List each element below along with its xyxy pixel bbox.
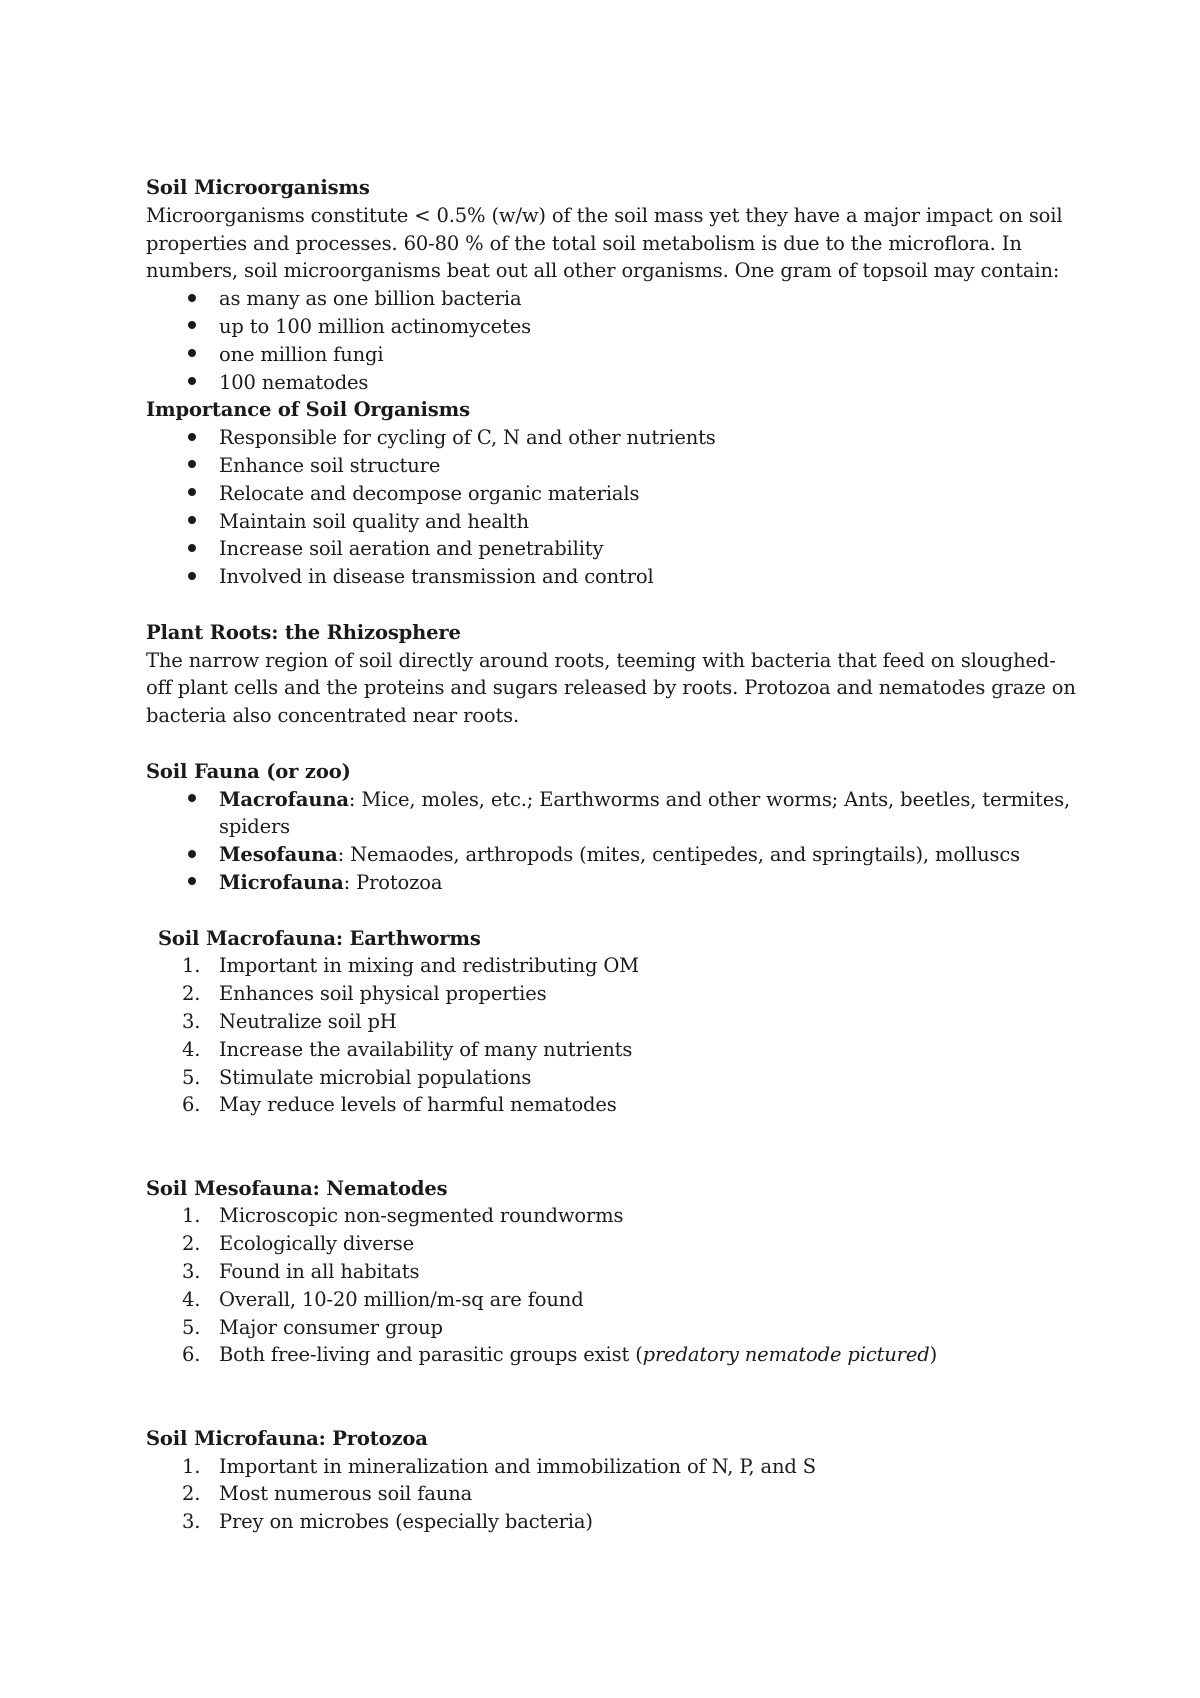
list-item: Mesofauna: Nemaodes, arthropods (mites, centipedes, and springtails), molluscs [146, 841, 1076, 869]
list-item: 2. Enhances soil physical properties [182, 982, 547, 1006]
list-item: Relocate and decompose organic materials [146, 480, 1076, 508]
paragraph-soil-microorganisms: Microorganisms constitute < 0.5% (w/w) of the soil mass yet they have a major impact on soil properties and processes. 60-80 % of the total soil metabolism is due to the microflora. In numbers, soil microorganisms beat out all other organisms. One gram of topsoil may contain: [146, 203, 1063, 283]
bullet-icon [182, 313, 202, 341]
list-item: 1. Important in mixing and redistributing OM [182, 954, 639, 978]
heading-soil-fauna: Soil Fauna (or zoo) [146, 759, 351, 783]
numbered-list-earthworms [146, 952, 1076, 1119]
numbered-list-protozoa [146, 1453, 1076, 1536]
paragraph-rhizosphere: The narrow region of soil directly around roots, teeming with bacteria that feed on sloughed-off plant cells and the proteins and sugars released by roots. Protozoa and nematodes graze on bacteria also concentrated near roots. [146, 648, 1076, 728]
spacer [146, 1369, 1076, 1425]
list-item: 2. Ecologically diverse [182, 1232, 414, 1256]
spacer [146, 730, 1076, 758]
list-item: up to 100 million actinomycetes [146, 313, 1076, 341]
list-item: 3. Prey on microbes (especially bacteria) [182, 1510, 593, 1534]
heading-soil-microorganisms: Soil Microorganisms [146, 176, 370, 199]
list-item: Increase soil aeration and penetrability [146, 535, 1076, 563]
list-item: 1. Important in mineralization and immobilization of N, P, and S [182, 1454, 816, 1478]
list-item: 4. Increase the availability of many nutrients [182, 1037, 633, 1061]
list-item: 100 nematodes [146, 369, 1076, 397]
list-item: Microfauna: Protozoa [146, 869, 1076, 897]
list-item: 4. Overall, 10-20 million/m-sq are found [182, 1287, 584, 1311]
bullet-icon [182, 424, 202, 452]
spacer [146, 897, 1076, 925]
bullet-list-topsoil-contents [146, 285, 1076, 396]
list-item: as many as one billion bacteria [146, 285, 1076, 313]
italic-note: predatory nematode pictured [642, 1343, 930, 1367]
spacer [146, 1119, 1076, 1175]
term-macrofauna: Macrofauna [219, 787, 349, 811]
bullet-list-importance [146, 424, 1076, 591]
list-item: Macrofauna: Mice, moles, etc.; Earthworms and other worms; Ants, beetles, termites, spiders [146, 786, 1076, 842]
list-item: Enhance soil structure [146, 452, 1076, 480]
heading-importance-of-soil-organisms: Importance of Soil Organisms [146, 398, 470, 422]
term-mesofauna: Mesofauna [219, 843, 338, 867]
list-item: 6. May reduce levels of harmful nematodes [182, 1093, 617, 1117]
bullet-icon [182, 841, 202, 869]
list-item: Maintain soil quality and health [146, 508, 1076, 536]
heading-protozoa: Soil Microfauna: Protozoa [146, 1426, 428, 1450]
bullet-icon [182, 369, 202, 397]
spacer [146, 591, 1076, 619]
term-microfauna: Microfauna [219, 870, 344, 894]
list-item: 6. Both free-living and parasitic groups exist (predatory nematode pictured) [182, 1343, 938, 1367]
list-item: Responsible for cycling of C, N and other nutrients [146, 424, 1076, 452]
list-item: 5. Major consumer group [182, 1315, 443, 1339]
bullet-icon [182, 869, 202, 897]
document-page [146, 174, 1076, 1536]
bullet-list-soil-fauna [146, 786, 1076, 897]
bullet-icon [182, 341, 202, 369]
bullet-icon [182, 563, 202, 591]
list-item: 5. Stimulate microbial populations [182, 1065, 532, 1089]
list-item: 3. Found in all habitats [182, 1260, 420, 1284]
list-item: one million fungi [146, 341, 1076, 369]
bullet-icon [182, 535, 202, 563]
bullet-icon [182, 786, 202, 814]
list-item: 1. Microscopic non-segmented roundworms [182, 1204, 624, 1228]
heading-rhizosphere: Plant Roots: the Rhizosphere [146, 620, 461, 644]
bullet-icon [182, 285, 202, 313]
list-item: 3. Neutralize soil pH [182, 1009, 397, 1033]
heading-nematodes: Soil Mesofauna: Nematodes [146, 1176, 448, 1200]
bullet-icon [182, 480, 202, 508]
list-item: 2. Most numerous soil fauna [182, 1482, 473, 1506]
bullet-icon [182, 452, 202, 480]
bullet-icon [182, 508, 202, 536]
heading-earthworms: Soil Macrofauna: Earthworms [158, 926, 481, 950]
numbered-list-nematodes [146, 1202, 1076, 1369]
list-item: Involved in disease transmission and control [146, 563, 1076, 591]
